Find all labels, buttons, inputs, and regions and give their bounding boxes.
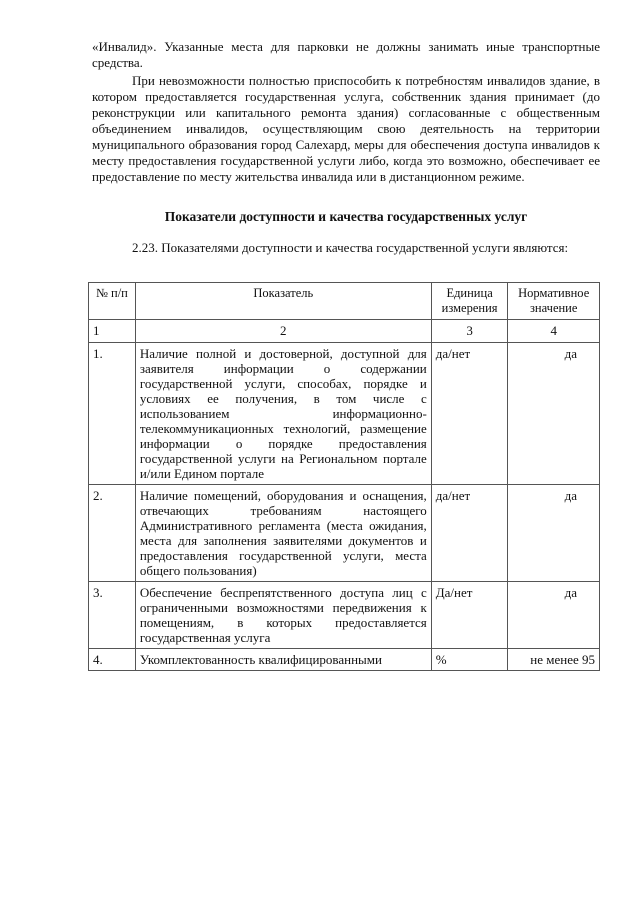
- row-num: 3.: [89, 582, 136, 649]
- row-num: 1.: [89, 343, 136, 485]
- row-indicator: Наличие помещений, оборудования и оснащения, отвечающих требованиям настоящего Административного регламента (места ожидания, места для заполнения заявителями документов и предоставления государственной услуги, места общего пользования): [135, 485, 431, 582]
- row-indicator: Наличие полной и достоверной, доступной для заявителя информации о содержании государственной услуги, способах, порядке и условиях ее получения, в том числе с использованием информационно-телекоммуникационных технологий, размещение информации о порядке предоставления государственной услуги на Региональном портале и/или Едином портале: [135, 343, 431, 485]
- header-unit: Единица измерения: [431, 283, 508, 320]
- header-num: № п/п: [89, 283, 136, 320]
- row-indicator: Обеспечение беспрепятственного доступа лиц с ограниченными возможностями передвижения к помещениям, в которых предоставляется государственная услуга: [135, 582, 431, 649]
- col-number-4: 4: [508, 320, 600, 343]
- table-row: [89, 343, 600, 485]
- row-unit: да/нет: [431, 485, 508, 582]
- row-unit: да/нет: [431, 343, 508, 485]
- col-number-3: 3: [431, 320, 508, 343]
- col-number-2: 2: [135, 320, 431, 343]
- indicators-table: [88, 282, 600, 671]
- table-row: [89, 649, 600, 671]
- table-row: [89, 485, 600, 582]
- paragraph-accessibility: При невозможности полностью приспособить к потребностям инвалидов здание, в котором предоставляется государственная услуга, собственник здания принимает (до реконструкции или капитального ремонта здания) согласованные с общественным объединением инвалидов, осуществляющим свою деятельность на территории муниципального образования город Салехард, меры для обеспечения доступа инвалидов к месту предоставления государственной услуги либо, когда это возможно, обеспечивает ее предоставление по месту жительства инвалида или в дистанционном режиме.: [92, 73, 600, 184]
- row-num: 4.: [89, 649, 136, 671]
- column-numbers-row: [89, 320, 600, 343]
- row-num: 2.: [89, 485, 136, 582]
- row-norm: да: [508, 343, 600, 485]
- section-heading: Показатели доступности и качества государственных услуг: [164, 209, 528, 224]
- paragraph-parking: «Инвалид». Указанные места для парковки не должны занимать иные транспортные средства.: [92, 39, 600, 70]
- row-norm: не менее 95: [508, 649, 600, 671]
- table-row: [89, 582, 600, 649]
- header-norm: Нормативное значение: [508, 283, 600, 320]
- col-number-1: 1: [89, 320, 136, 343]
- row-indicator: Укомплектованность квалифицированными: [135, 649, 431, 671]
- row-norm: да: [508, 485, 600, 582]
- row-unit: %: [431, 649, 508, 671]
- row-unit: Да/нет: [431, 582, 508, 649]
- table-header-row: [89, 283, 600, 320]
- paragraph-indicators-intro: 2.23. Показателями доступности и качества государственной услуги являются:: [132, 240, 569, 255]
- header-indicator: Показатель: [135, 283, 431, 320]
- row-norm: да: [508, 582, 600, 649]
